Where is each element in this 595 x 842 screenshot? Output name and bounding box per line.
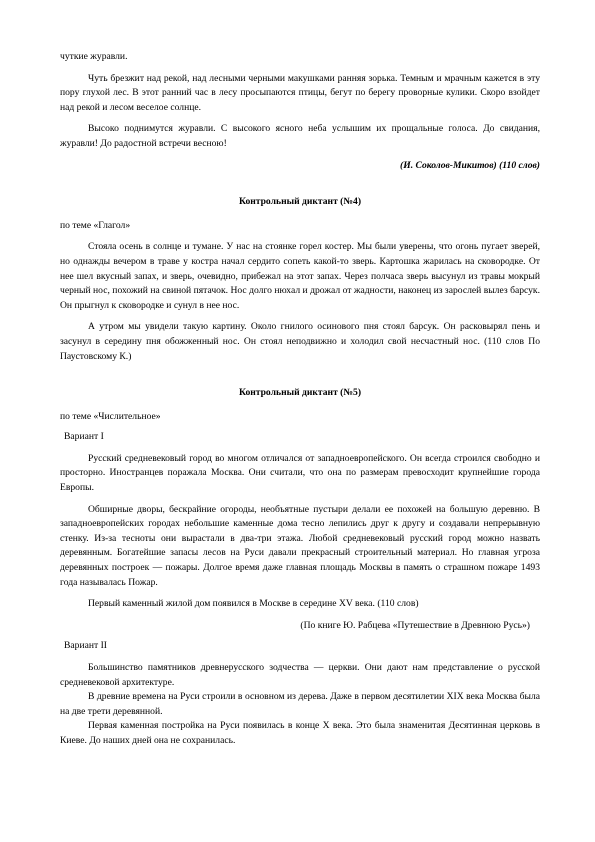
document-page: [60, 50, 540, 749]
paragraph-stone-house: Первый каменный жилой дом появился в Москве в середине XV века. (110 слов): [88, 598, 419, 610]
paragraph-morning: А утром мы увидели такую картину. Около гнилого осинового пня стоял барсук. Он расковырял пень и засунул в середину пня обожженный нос. Он стоял неподвижно и холодил свой несчастный нос. (110 слов По Паустовскому К.): [60, 321, 540, 362]
paragraph-continuation: чуткие журавли.: [60, 51, 128, 62]
paragraph-wooden-city: Обширные дворы, бескрайние огороды, необъятные пустыри делали ее похожей на большую деревню. В западноевропейских городах небольшие каменные дома тесно лепились друг к другу и создавали непрерывную стенку. Из-за тесноты они вырастали в два-три этажа. Любой средневековый русский город можно назвать деревянным. Богатейшие запасы лесов на Руси давали прекрасный строительный материал. Но главная угроза деревянных построек — пожары. Долгое время даже главная площадь Москвы в память о страшном пожаре 1493 года называлась Пожар.: [60, 503, 540, 588]
author-attribution: (И. Соколов-Микитов) (110 слов): [400, 159, 540, 171]
paragraph-wood-building: В древние времена на Руси строили в основном из дерева. Даже в первом десятилетии XIX века Москва была на две трети деревянной.: [60, 691, 540, 717]
variant-one-label: Вариант I: [64, 431, 104, 443]
heading-dictation-5: Контрольный диктант (№5): [238, 387, 362, 399]
source-attribution: (По книге Ю. Рабцева «Путешествие в Древнюю Русь»): [300, 619, 530, 631]
paragraph-first-stone: Первая каменная постройка на Руси появилась в конце X века. Это была знаменитая Десятинная церковь в Киеве. До наших дней она не сохранилась.: [60, 720, 540, 746]
heading-dictation-4: Контрольный диктант (№4): [238, 196, 362, 208]
paragraph-monuments: Большинство памятников древнерусского зодчества — церкви. Они дают нам представление о русской средневековой архитектуре.: [60, 662, 540, 688]
topic-numeral: по теме «Числительное»: [60, 410, 161, 422]
topic-verb: по теме «Глагол»: [60, 219, 131, 231]
paragraph-russian-city: Русский средневековый город во многом отличался от западноевропейского. Он всегда строился свободно и просторно. Иностранцев поражала Москва. Они считали, что она по размерам превосходит крупнейшие города Европы.: [60, 452, 540, 494]
paragraph-cranes: Высоко поднимутся журавли. С высокого ясного неба услышим их прощальные голоса. До свидания, журавли! До радостной встречи весною!: [60, 123, 540, 149]
paragraph-badger: Стояла осень в солнце и тумане. У нас на стоянке горел костер. Мы были уверены, что огонь пугает зверей, но однажды вечером в траве у костра начал сердито сопеть какой-то зверь. Картошка жарилась на сковородке. От нее шел вкусный запах, и зверь, очевидно, прибежал на этот запах. Через полчаса зверь высунул из травы мокрый черный нос, похожий на свиной пятачок. Нос долго нюхал и дрожал от жадности, наконец из зарослей вылез барсук. Он прыгнул к сковородке и сунул в нее нос.: [60, 241, 540, 311]
variant-two-label: Вариант II: [64, 640, 107, 652]
paragraph-dawn: Чуть брезжит над рекой, над лесными черными макушками ранняя зорька. Темным и мрачным кажется в эту пору глухой лес. В этот ранний час в лесу просыпаются птицы, бегут по берегу проворные кулики. Скоро взойдет над рекой и лесом веселое солнце.: [60, 72, 540, 113]
